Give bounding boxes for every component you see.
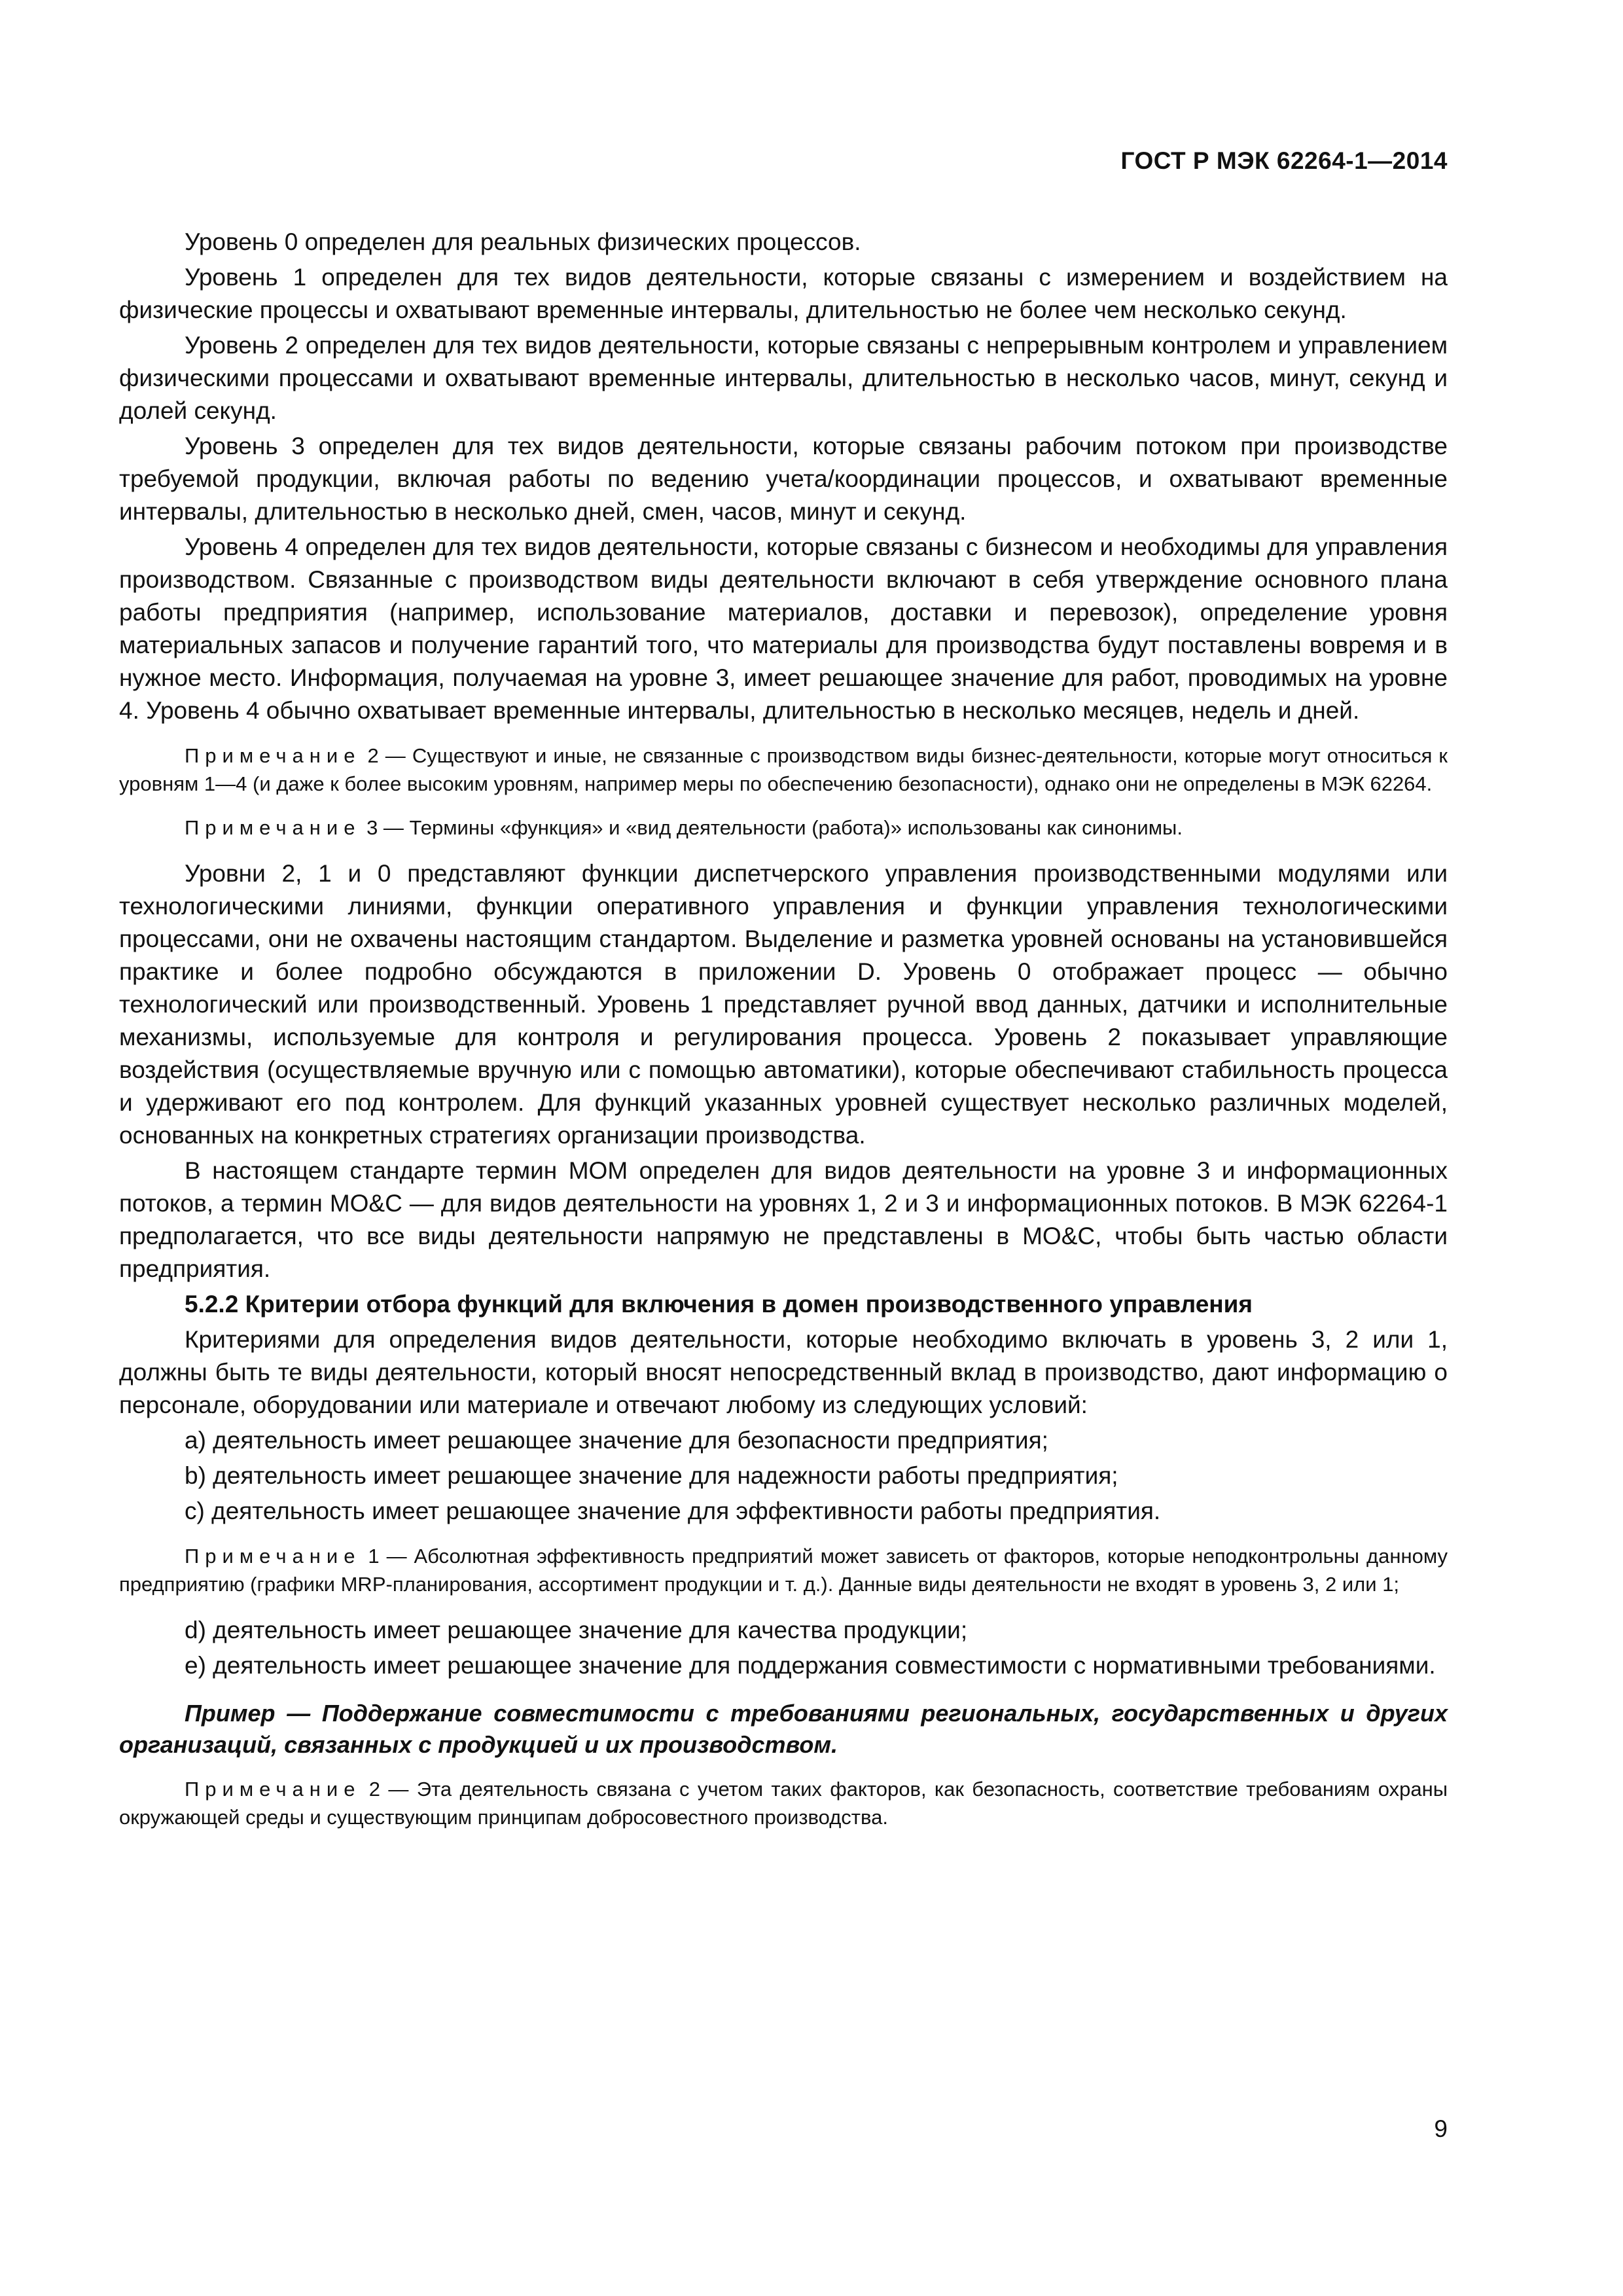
- note-text: 1 — Абсолютная эффективность предприятий может зависеть от факторов, которые неподконтрольны данному предприятию (графики MRP-планирования, ассортимент продукции и т. д.). Данные виды деятельности не входят в уровень 3, 2 или 1;: [119, 1545, 1448, 1596]
- note-label: Примечание: [185, 1778, 361, 1801]
- list-item-b: b) деятельность имеет решающее значение для надежности работы предприятия;: [185, 1462, 1118, 1489]
- paragraph-level-4: Уровень 4 определен для тех видов деятельности, которые связаны с бизнесом и необходимы для управления производством. Связанные с производством виды деятельности включают в себя утверждение основного плана работы предприятия (например, использование материалов, доставки и перевозок), определение уровня материальных запасов и получение гарантий того, что материалы для производства будут поставлены вовремя и в нужное место. Информация, получаемая на уровне 3, имеет решающее значение для работ, проводимых на уровне 4. Уровень 4 обычно охватывает временные интервалы, длительностью в несколько месяцев, недель и дней.: [119, 533, 1448, 724]
- paragraph-criteria: Критериями для определения видов деятельности, которые необходимо включать в уровень 3, 2 или 1, должны быть те виды деятельности, который вносят непосредственный вклад в производство, дают информацию о персонале, оборудовании или материале и отвечают любому из следующих условий:: [119, 1326, 1448, 1418]
- note-3-terms: [119, 814, 1448, 842]
- list-item-e: e) деятельность имеет решающее значение для поддержания совместимости с нормативными требованиями.: [185, 1652, 1436, 1679]
- list-item-a: a) деятельность имеет решающее значение для безопасности предприятия;: [185, 1427, 1048, 1454]
- note-text: 3 — Термины «функция» и «вид деятельности (работа)» использованы как синонимы.: [366, 816, 1183, 839]
- note-1-efficiency: [119, 1542, 1448, 1598]
- note-label: Примечание: [185, 1545, 361, 1568]
- list-item-d: d) деятельность имеет решающее значение для качества продукции;: [185, 1617, 968, 1643]
- note-2-safety: [119, 1775, 1448, 1831]
- list-item-c: c) деятельность имеет решающее значение для эффективности работы предприятия.: [185, 1498, 1161, 1524]
- note-label: Примечание: [185, 744, 361, 767]
- note-text: 2 — Существуют и иные, не связанные с производством виды бизнес-деятельности, которые могут относиться к уровням 1—4 (и даже к более высоким уровням, например меры по обеспечению безопасности), однако они не определены в МЭК 62264.: [119, 744, 1448, 795]
- page-number: 9: [1434, 2115, 1448, 2142]
- document-header: ГОСТ Р МЭК 62264-1—2014: [1120, 147, 1448, 174]
- paragraph-mom-definition: В настоящем стандарте термин МОМ определен для видов деятельности на уровне 3 и информационных потоков, а термин МО&С — для видов деятельности на уровнях 1, 2 и 3 и информационных потоков. В МЭК 62264-1 предполагается, что все виды деятельности напрямую не представлены в МО&С, чтобы быть частью области предприятия.: [119, 1157, 1448, 1282]
- note-text: 2 — Эта деятельность связана с учетом таких факторов, как безопасность, соответствие требованиям охраны окружающей среды и существующим принципам добросовестного производства.: [119, 1778, 1448, 1829]
- paragraph-level-3: Уровень 3 определен для тех видов деятельности, которые связаны рабочим потоком при производстве требуемой продукции, включая работы по ведению учета/координации процессов, и охватывают временные интервалы, длительностью в несколько дней, смен, часов, минут и секунд.: [119, 433, 1448, 525]
- section-heading-5-2-2: 5.2.2 Критерии отбора функций для включения в домен производственного управления: [185, 1291, 1253, 1318]
- example-text: Пример — Поддержание совместимости с требованиями региональных, государственных и других организаций, связанных с продукцией и их производством.: [119, 1700, 1448, 1758]
- paragraph-level-0: Уровень 0 определен для реальных физических процессов.: [185, 228, 861, 255]
- paragraph-level-2: Уровень 2 определен для тех видов деятельности, которые связаны с непрерывным контролем и управлением физическими процессами и охватывают временные интервалы, длительностью в несколько часов, минут, секунд и долей секунд.: [119, 332, 1448, 424]
- document-body: [119, 226, 1448, 1847]
- paragraph-level-1: Уровень 1 определен для тех видов деятельности, которые связаны с измерением и воздействием на физические процессы и охватывают временные интервалы, длительностью не более чем несколько секунд.: [119, 264, 1448, 323]
- note-2-business: [119, 742, 1448, 798]
- note-label: Примечание: [185, 816, 361, 839]
- paragraph-levels-2-1-0: Уровни 2, 1 и 0 представляют функции диспетчерского управления производственными модулями или технологическими линиями, функции оперативного управления и функции управления технологическими процессами, они не охвачены настоящим стандартом. Выделение и разметка уровней основаны на установившейся практике и более подробно обсуждаются в приложении D. Уровень 0 отображает процесс — обычно технологический или производственный. Уровень 1 представляет ручной ввод данных, датчики и исполнительные механизмы, используемые для контроля и регулирования процесса. Уровень 2 показывает управляющие воздействия (осуществляемые вручную или с помощью автоматики), которые обеспечивают стабильность процесса и удерживают его под контролем. Для функций указанных уровней существует несколько различных моделей, основанных на конкретных стратегиях организации производства.: [119, 860, 1448, 1149]
